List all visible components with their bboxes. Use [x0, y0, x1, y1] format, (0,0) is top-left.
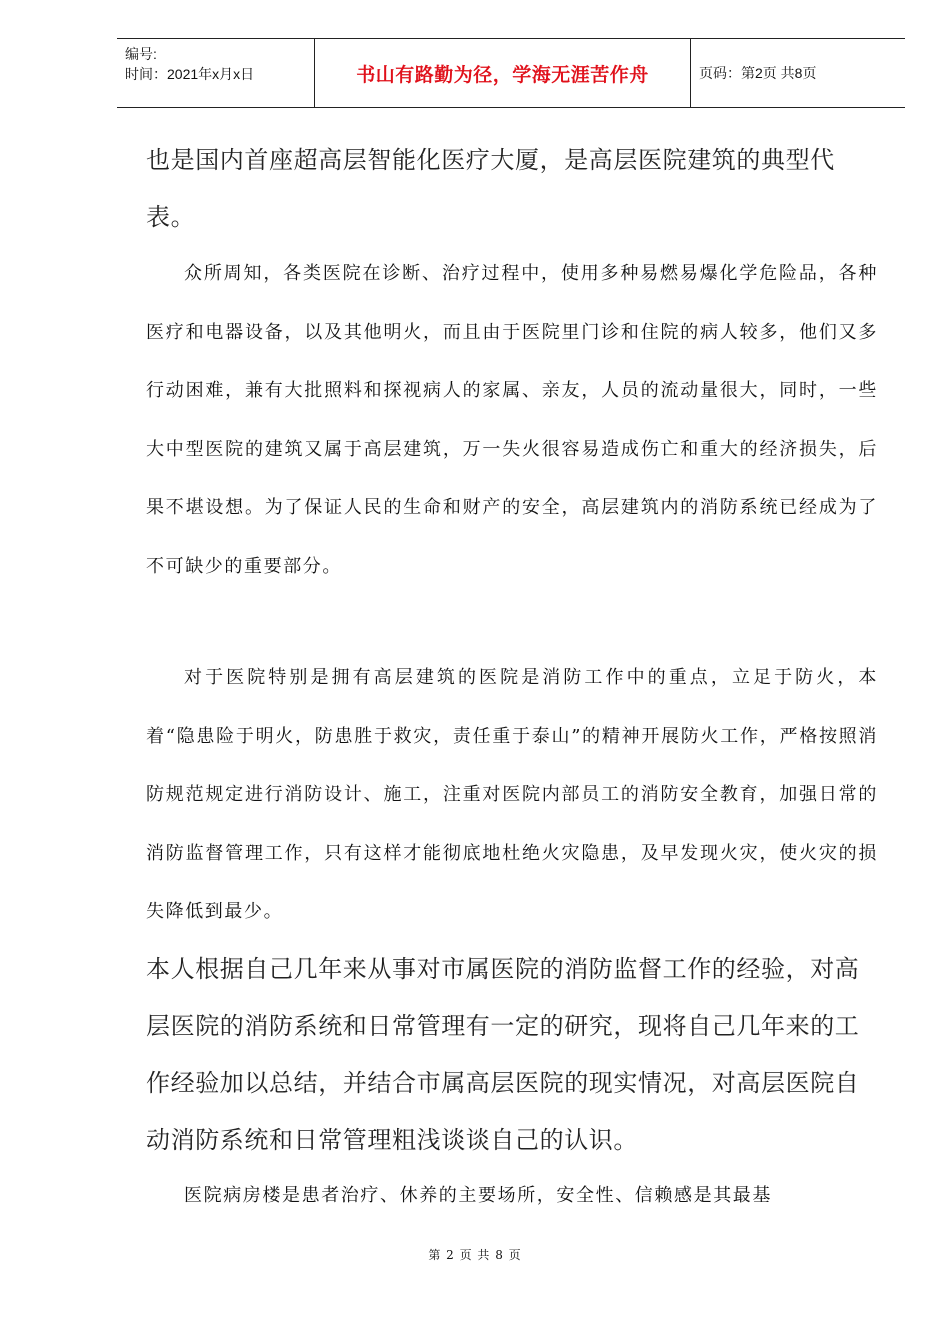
page-header: [117, 38, 905, 108]
header-motto-cell: [315, 39, 691, 107]
header-page-cell: [691, 39, 905, 107]
page-footer: 第 2 页 共 8 页: [428, 1248, 522, 1262]
paragraph-author-statement: 本人根据自己几年来从事对市属医院的消防监督工作的经验，对高层医院的消防系统和日常管理有一定的研究，现将自己几年来的工作经验加以总结，并结合市属高层医院的现实情况，对高层医院自动消防系统和日常管理粗浅谈谈自己的认识。: [146, 955, 860, 1154]
paragraph-fire-prevention: 对于医院特别是拥有高层建筑的医院是消防工作中的重点，立足于防火，本着“隐患险于明火，防患胜于救灾，责任重于泰山”的精神开展防火工作，严格按照消防规范规定进行消防设计、施工，注重对医院内部员工的消防安全教育，加强日常的消防监督管理工作，只有这样才能彻底地杜绝火灾隐患，及早发现火灾，使火灾的损失降低到最少。: [146, 667, 878, 922]
paragraph-ward-building: 医院病房楼是患者治疗、休养的主要场所，安全性、信赖感是其最基: [184, 1185, 772, 1206]
header-time-label: 时间：2021年x月x日: [125, 66, 255, 82]
header-meta-cell: [117, 39, 315, 107]
paragraph-intro-continued: 也是国内首座超高层智能化医疗大厦，是高层医院建筑的典型代表。: [146, 146, 835, 231]
header-page-label: 页码：第2页 共8页: [699, 65, 817, 81]
paragraph-hospital-risk: 众所周知，各类医院在诊断、治疗过程中，使用多种易燃易爆化学危险品，各种医疗和电器设备，以及其他明火，而且由于医院里门诊和住院的病人较多，他们又多行动困难，兼有大批照料和探视病人的家属、亲友，人员的流动量很大，同时，一些大中型医院的建筑又属于高层建筑，万一失火很容易造成伤亡和重大的经济损失，后果不堪设想。为了保证人民的生命和财产的安全，高层建筑内的消防系统已经成为了不可缺少的重要部分。: [146, 263, 878, 577]
header-number-label: 编号:: [125, 46, 157, 62]
header-motto: 书山有路勤为径，学海无涯苦作舟: [356, 63, 649, 86]
